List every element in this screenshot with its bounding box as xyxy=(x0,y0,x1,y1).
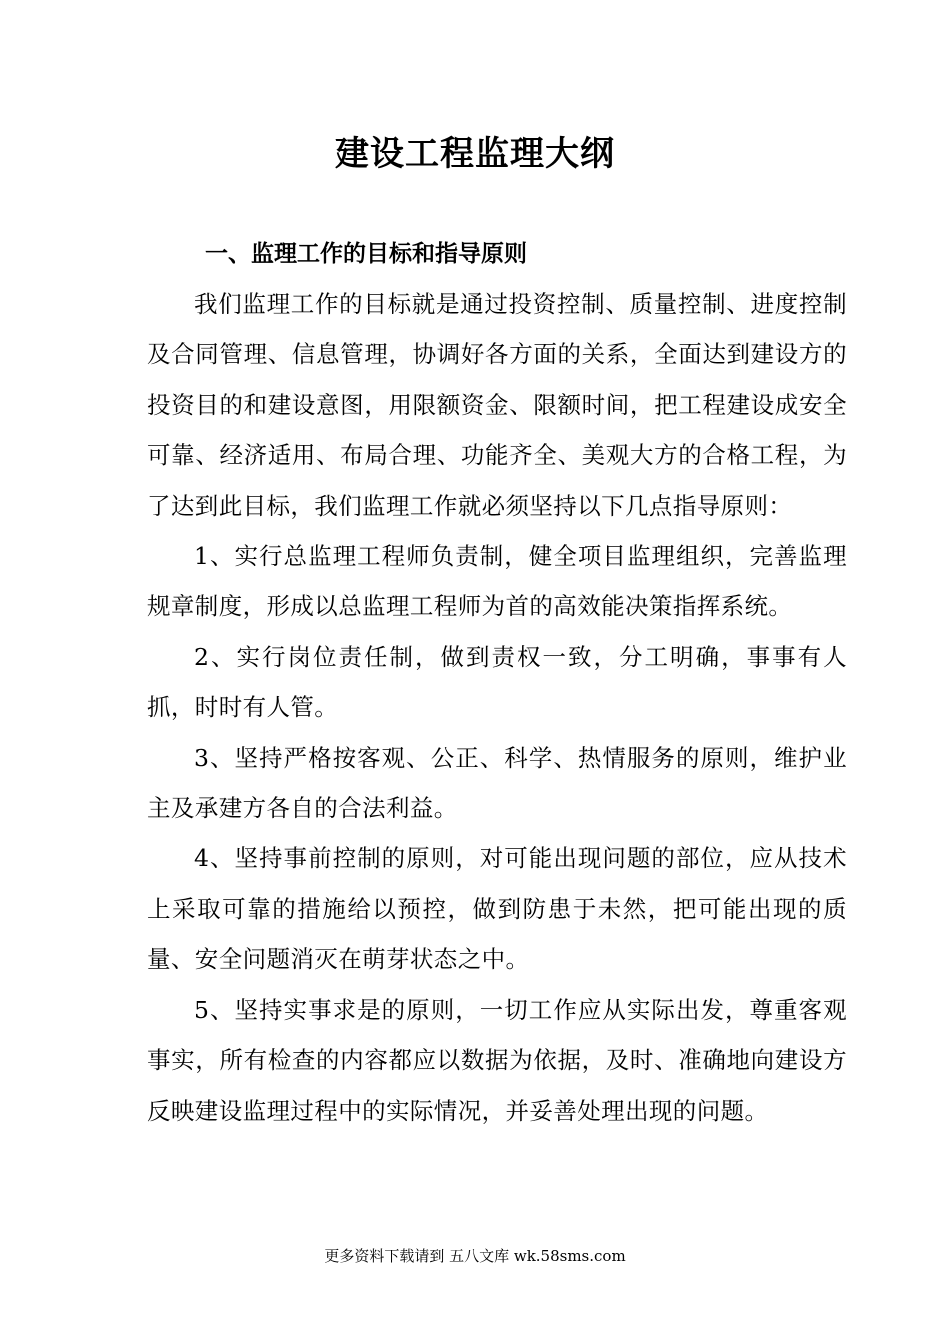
principle-2-paragraph: 2、实行岗位责任制，做到责权一致，分工明确，事事有人抓，时时有人管。 xyxy=(147,642,847,722)
footer-download-link: 更多资料下载请到 五八文库 wk.58sms.com xyxy=(324,1247,626,1265)
document-body xyxy=(147,279,847,1136)
principle-5-paragraph: 5、坚持实事求是的原则，一切工作应从实际出发，尊重客观事实，所有检查的内容都应以数据为依据，及时、准确地向建设方反映建设监理过程中的实际情况，并妥善处理出现的问题。 xyxy=(147,995,847,1125)
principle-4-paragraph: 4、坚持事前控制的原则，对可能出现问题的部位，应从技术上采取可靠的措施给以预控，做到防患于未然，把可能出现的质量、安全问题消灭在萌芽状态之中。 xyxy=(147,844,847,974)
document-title: 建设工程监理大纲 xyxy=(335,134,615,174)
principle-1-paragraph: 1、实行总监理工程师负责制，健全项目监理组织，完善监理规章制度，形成以总监理工程师为首的高效能决策指挥系统。 xyxy=(147,542,847,621)
intro-paragraph: 我们监理工作的目标就是通过投资控制、质量控制、进度控制及合同管理、信息管理，协调好各方面的关系，全面达到建设方的投资目的和建设意图，用限额资金、限额时间，把工程建设成安全可靠、经济适用、布局合理、功能齐全、美观大方的合格工程，为了达到此目标，我们监理工作就必须坚持以下几点指导原则： xyxy=(147,290,847,520)
principle-3-paragraph: 3、坚持严格按客观、公正、科学、热情服务的原则，维护业主及承建方各自的合法利益。 xyxy=(147,743,847,823)
section-heading: 一、监理工作的目标和指导原则 xyxy=(205,241,527,267)
